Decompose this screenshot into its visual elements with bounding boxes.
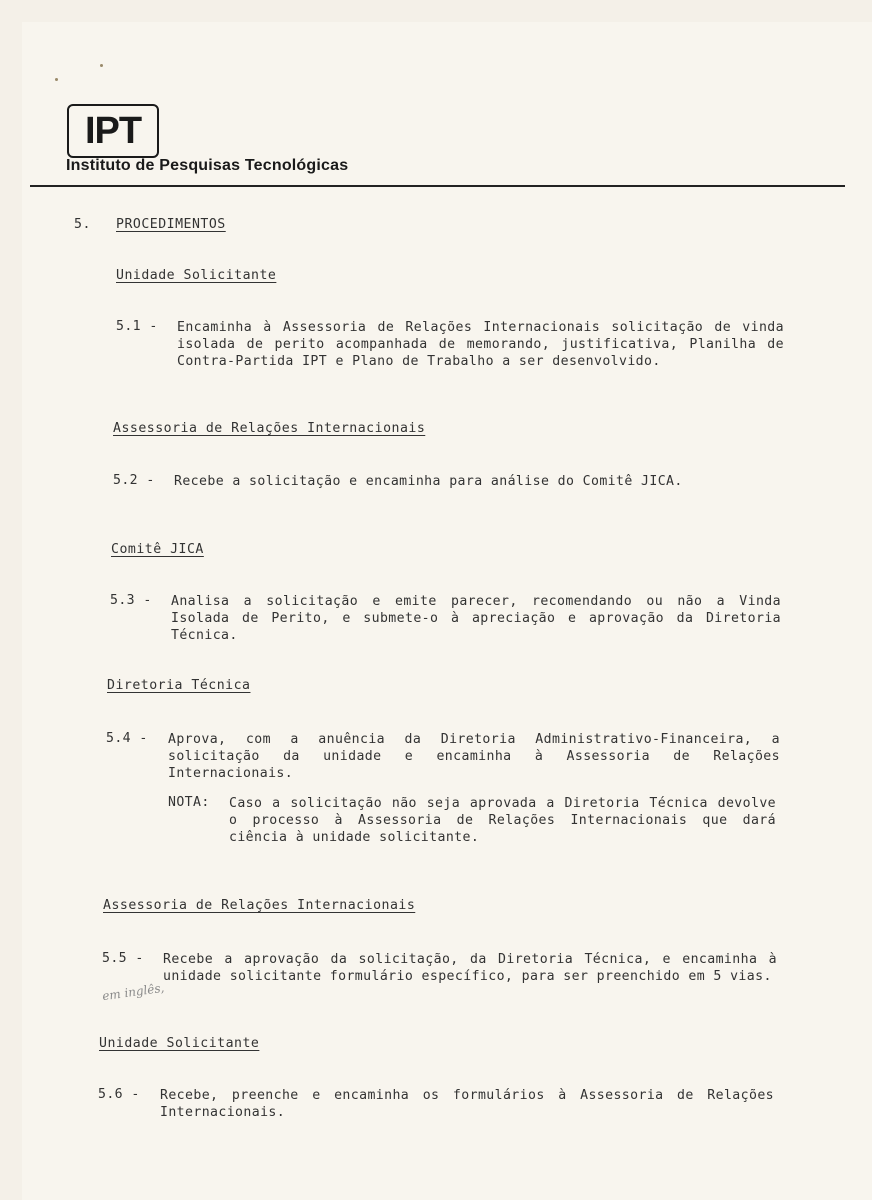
item-text: Recebe a solicitação e encaminha para análise do Comitê JICA. <box>174 474 683 489</box>
item-number: 5.4 - <box>106 731 148 746</box>
logo-text: IPT <box>84 109 142 152</box>
ipt-logo <box>67 104 159 158</box>
item-number: 5.2 - <box>113 473 155 488</box>
paper-speck <box>55 78 58 81</box>
item-number: 5.1 - <box>116 319 158 334</box>
block-heading: Diretoria Técnica <box>107 678 251 693</box>
handwritten-annotation: em inglês, <box>101 980 166 1004</box>
section-title: PROCEDIMENTOS <box>116 217 226 232</box>
item-text: Recebe a aprovação da solicitação, da Diretoria Técnica, e encaminha à unidade solicitante formulário específico, para ser preenchido em 5 vias. <box>163 952 777 984</box>
block-heading: Unidade Solicitante <box>99 1036 260 1051</box>
item-text: Encaminha à Assessoria de Relações Internacionais solicitação de vinda isolada de perito acompanhada de memorando, justificativa, Planilha de Contra-Partida IPT e Plano de Trabalho a ser desenvolvido. <box>177 320 784 369</box>
block-heading: Comitê JICA <box>111 542 204 557</box>
note-text: Caso a solicitação não seja aprovada a Diretoria Técnica devolve o processo à Assessoria de Relações Internacionais que dará ciência à unidade solicitante. <box>229 796 776 845</box>
section-number: 5. <box>74 217 91 232</box>
item-number: 5.3 - <box>110 593 152 608</box>
organization-name: Instituto de Pesquisas Tecnológicas <box>66 157 349 174</box>
block-heading: Assessoria de Relações Internacionais <box>113 421 426 436</box>
note-label: NOTA: <box>168 795 210 810</box>
item-number: 5.6 - <box>98 1087 140 1102</box>
block-heading: Unidade Solicitante <box>116 268 277 283</box>
item-text: Analisa a solicitação e emite parecer, recomendando ou não a Vinda Isolada de Perito, e submete-o à apreciação e aprovação da Diretoria Técnica. <box>171 594 781 643</box>
item-number: 5.5 - <box>102 951 144 966</box>
header-divider <box>30 185 845 187</box>
item-text: Recebe, preenche e encaminha os formulários à Assessoria de Relações Internacionais. <box>160 1088 774 1120</box>
block-heading: Assessoria de Relações Internacionais <box>103 898 416 913</box>
paper-speck <box>100 64 103 67</box>
item-text: Aprova, com a anuência da Diretoria Administrativo-Financeira, a solicitação da unidade e encaminha à Assessoria de Relações Internacionais. <box>168 732 780 781</box>
